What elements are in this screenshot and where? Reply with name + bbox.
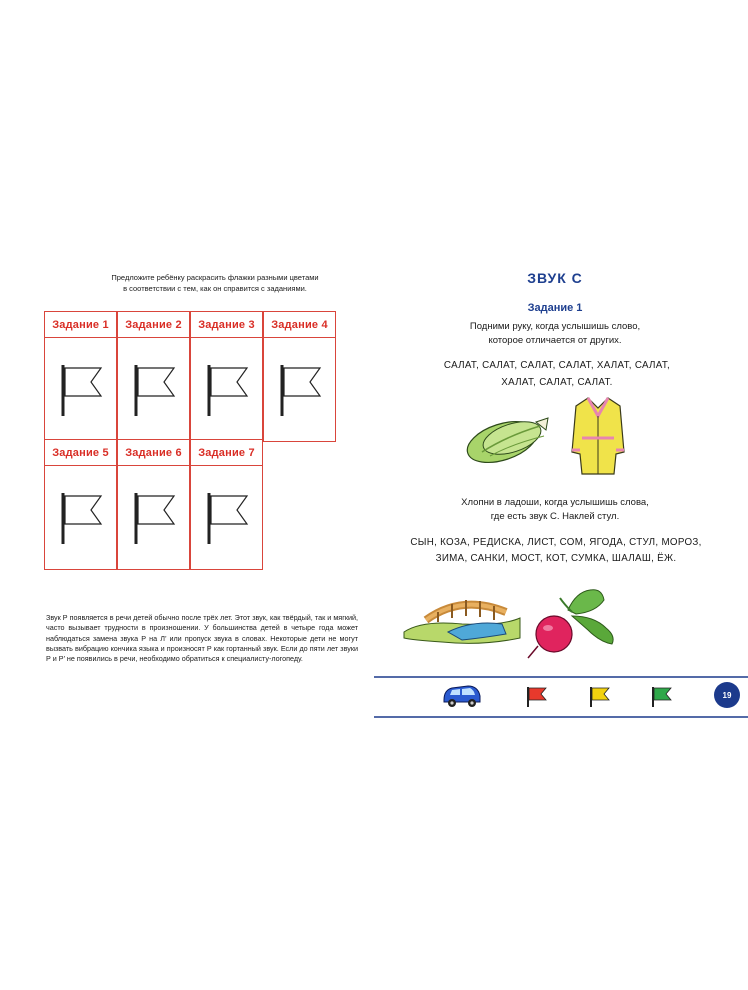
task-header: Задание 2 xyxy=(118,312,189,338)
word-list-2-line-1: СЫН, КОЗА, РЕДИСКА, ЛИСТ, СОМ, ЯГОДА, СТУЛ, МОРОЗ, xyxy=(410,537,702,548)
parent-note: Звук Р появляется в речи детей обычно после трёх лет. Этот звук, как твёрдый, так и мягкий, часто вызывает трудности в произношении. У большинства детей в четыре года может наблюдаться замена звука Р на Л’ или пропуск звука в словах. Некоторые дети не могут вызвать вибрацию кончика языка и произносят Р как гортанный звук. Если до пяти лет звуки Р и Р’ не появились в речи, необходимо обратиться к специалисту-логопеду. xyxy=(46,613,358,664)
task-header: Задание 4 xyxy=(264,312,335,338)
robe-icon xyxy=(570,394,626,476)
word-list-2-line-2: ЗИМА, САНКИ, МОСТ, КОТ, СУМКА, ШАЛАШ, ЁЖ. xyxy=(435,553,677,564)
instruction-1-line-2: которое отличается от других. xyxy=(488,335,622,346)
instruction-2-line-1: Хлопни в ладоши, когда услышишь слова, xyxy=(461,497,649,508)
task-header: Задание 5 xyxy=(45,440,116,466)
bridge-icon xyxy=(402,590,522,646)
word-list-2 xyxy=(400,535,712,567)
instruction-1-line-1: Подними руку, когда услышишь слово, xyxy=(469,321,641,332)
flag-outline-icon xyxy=(203,490,251,546)
task-title: Задание 1 xyxy=(527,302,583,314)
flag-outline-icon xyxy=(203,362,251,418)
task-header: Задание 6 xyxy=(118,440,189,466)
word-list-1 xyxy=(412,359,702,390)
word-list-1-line-2: ХАЛАТ, САЛАТ, САЛАТ. xyxy=(501,377,613,388)
flag-outline-icon xyxy=(57,362,105,418)
flag-outline-icon xyxy=(276,362,324,418)
task-cell-6[interactable] xyxy=(117,439,190,570)
green-flag-icon xyxy=(650,685,674,709)
flag-outline-icon xyxy=(130,490,178,546)
task-cell-4[interactable] xyxy=(263,311,336,442)
task-header: Задание 7 xyxy=(191,440,262,466)
task-cell-3[interactable] xyxy=(190,311,263,442)
car-icon xyxy=(440,682,482,710)
yellow-flag-icon xyxy=(588,685,612,709)
flag-outline-icon xyxy=(57,490,105,546)
page-title: ЗВУК С xyxy=(527,270,583,286)
task-cell-5[interactable] xyxy=(44,439,117,570)
instruction-1 xyxy=(420,320,690,348)
flag-outline-icon xyxy=(130,362,178,418)
instruction-2-line-2: где есть звук С. Наклей стул. xyxy=(490,511,620,522)
intro-line-1: Предложите ребёнку раскрасить флажки разными цветами xyxy=(111,273,319,282)
intro-text xyxy=(60,272,370,294)
task-cell-2[interactable] xyxy=(117,311,190,442)
page-number: 19 xyxy=(714,682,740,708)
task-header: Задание 1 xyxy=(45,312,116,338)
task-cell-7[interactable] xyxy=(190,439,263,570)
task-header: Задание 3 xyxy=(191,312,262,338)
word-list-1-line-1: САЛАТ, САЛАТ, САЛАТ, САЛАТ, ХАЛАТ, САЛАТ, xyxy=(443,360,671,371)
radish-icon xyxy=(524,586,622,660)
task-cell-1[interactable] xyxy=(44,311,117,442)
instruction-2 xyxy=(420,496,690,524)
red-flag-icon xyxy=(525,685,549,709)
cabbage-icon xyxy=(462,408,552,468)
bottom-decor-bar xyxy=(374,676,748,718)
intro-line-2: в соответствии с тем, как он справится с заданиями. xyxy=(123,284,307,293)
